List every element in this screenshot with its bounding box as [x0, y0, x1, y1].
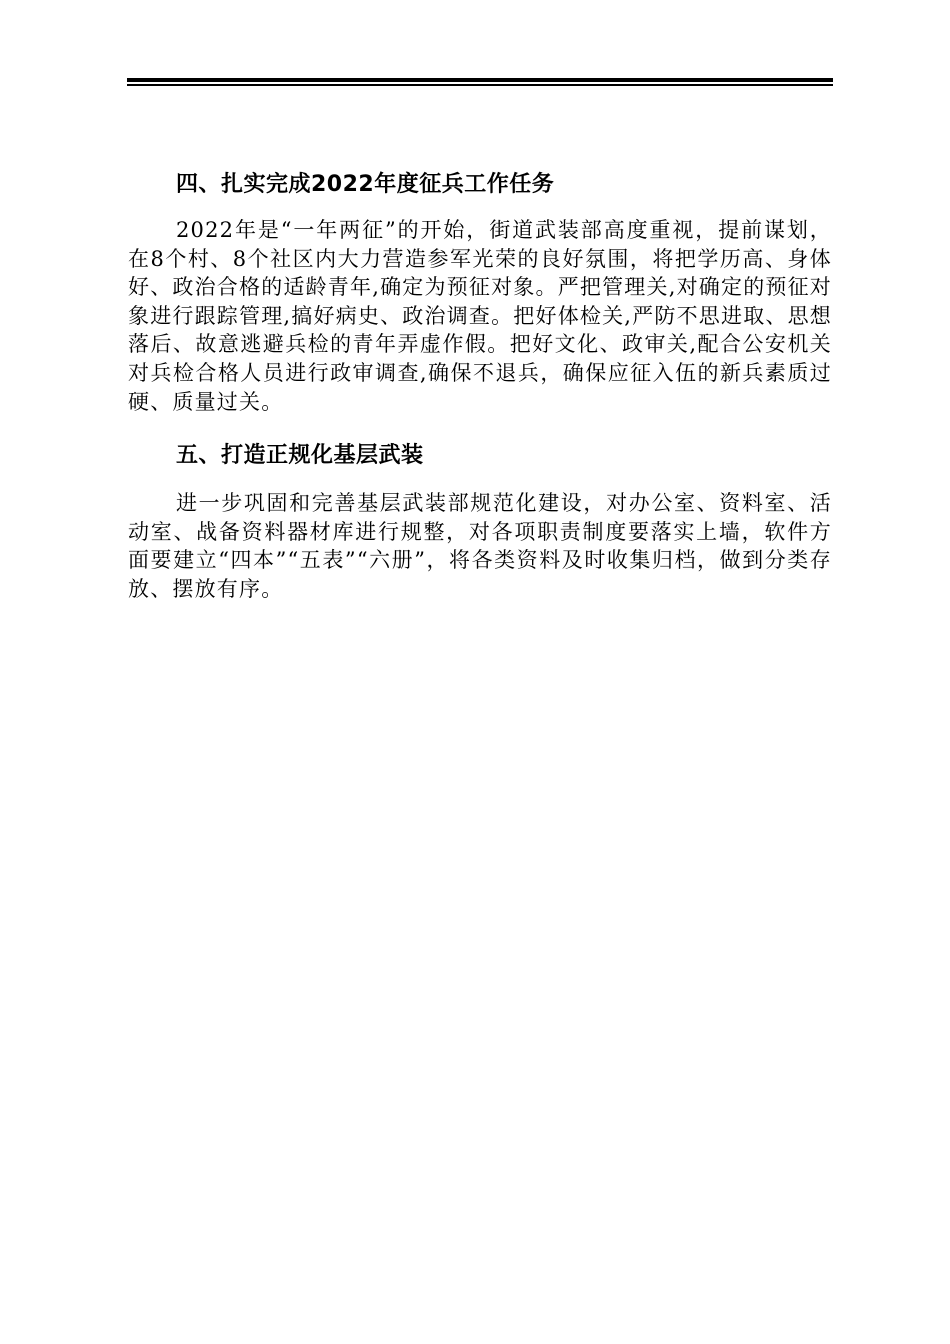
- document-content: [128, 166, 832, 604]
- header-rule-thin: [127, 84, 833, 86]
- section-paragraph: 2022年是“一年两征”的开始，街道武装部高度重视，提前谋划，在8个村、8个社区内大力营造参军光荣的良好氛围，将把学历高、身体好、政治合格的适龄青年,确定为预征对象。严把管理关,对确定的预征对象进行跟踪管理,搞好病史、政治调查。把好体检关,严防不思进取、思想落后、故意逃避兵检的青年弄虚作假。把好文化、政审关,配合公安机关对兵检合格人员进行政审调查,确保不退兵，确保应征入伍的新兵素质过硬、质量过关。: [128, 218, 832, 414]
- section-paragraph: 进一步巩固和完善基层武装部规范化建设，对办公室、资料室、活动室、战备资料器材库进行规整，对各项职责制度要落实上墙，软件方面要建立“四本”“五表”“六册”，将各类资料及时收集归档，做到分类存放、摆放有序。: [128, 491, 832, 601]
- section-recruitment: [128, 166, 832, 416]
- header-rule-thick: [127, 78, 833, 82]
- section-grassroots-armed: [128, 437, 832, 603]
- section-heading: 四、扎实完成2022年度征兵工作任务: [176, 172, 555, 197]
- section-heading: 五、打造正规化基层武装: [176, 443, 424, 469]
- header-double-rule: [127, 78, 833, 87]
